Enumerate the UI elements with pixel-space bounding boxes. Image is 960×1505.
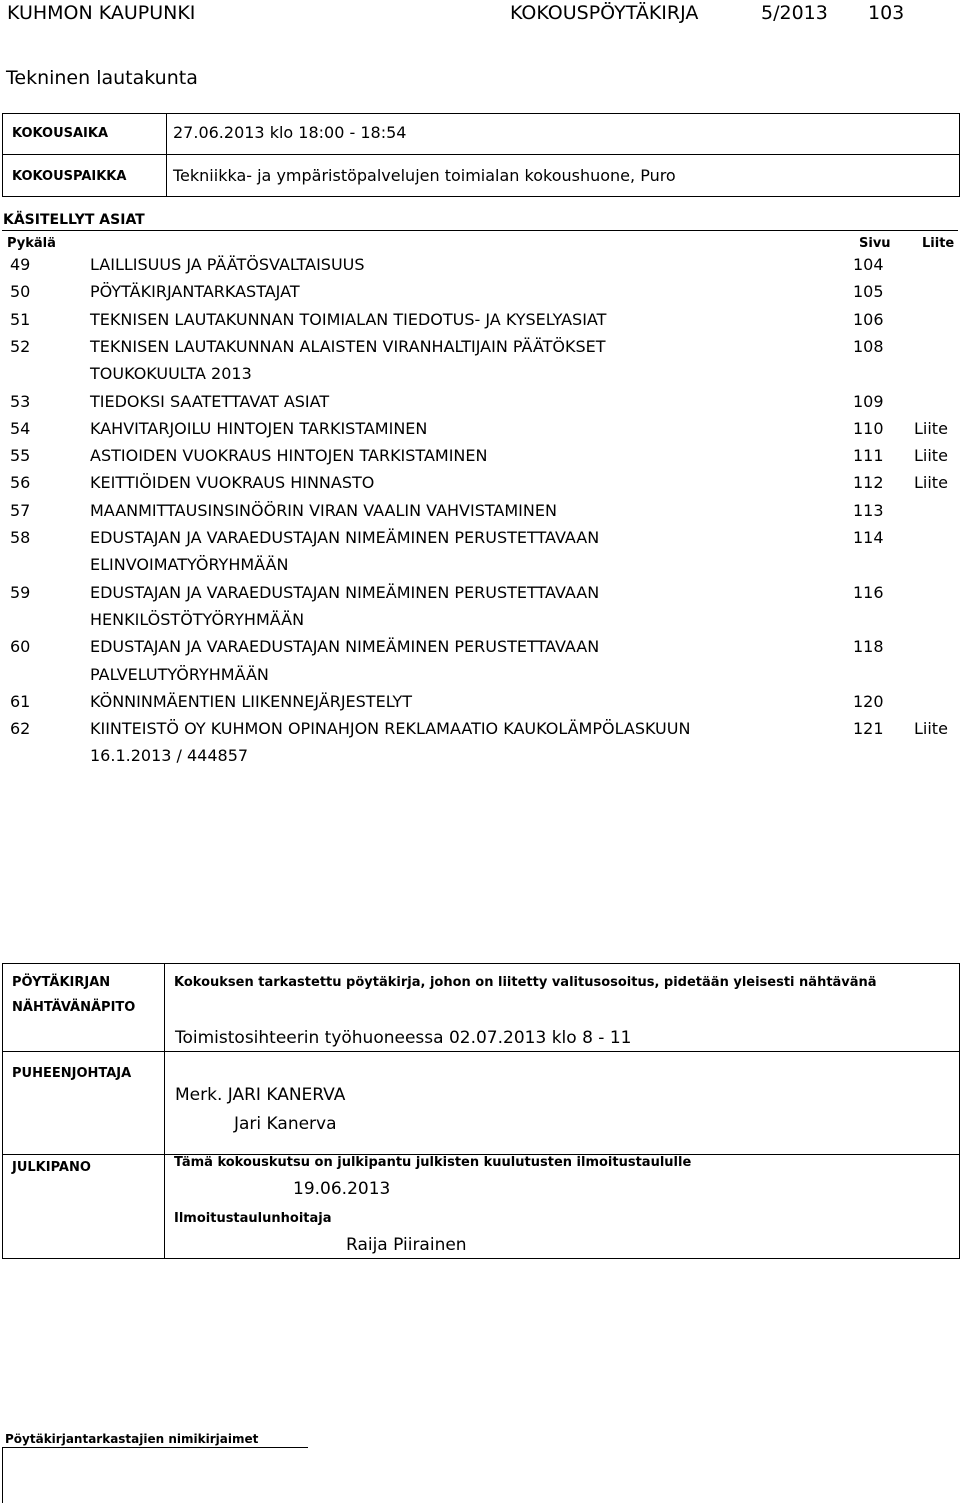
agenda-row [0,661,960,688]
agenda-item-title: TEKNISEN LAUTAKUNNAN TOIMIALAN TIEDOTUS- JA KYSELYASIAT [90,309,607,329]
agenda-item-page: 111 [853,446,884,466]
agenda-item-page: 106 [853,309,884,329]
agenda-item-page: 109 [853,391,884,411]
agenda-item-page: 108 [853,336,884,356]
divider [2,230,958,231]
checkers-initials-label: Pöytäkirjantarkastajien nimikirjaimet [5,1432,259,1446]
document-type: KOKOUSPÖYTÄKIRJA [510,2,699,24]
meeting-place-value: Tekniikka- ja ympäristöpalvelujen toimialan kokoushuone, Puro [173,166,676,185]
agenda-item-title: PÖYTÄKIRJANTARKASTAJAT [90,282,300,302]
board-keeper-label: Ilmoitustaulunhoitaja [174,1211,332,1226]
city-name: KUHMON KAUPUNKI [7,2,196,24]
agenda-row [0,415,960,442]
agenda-item-title: TIEDOKSI SAATETTAVAT ASIAT [90,391,330,411]
public-display-label-line1: PÖYTÄKIRJAN [12,975,111,990]
agenda-item-attachment: Liite [914,446,948,466]
meeting-time-label: KOKOUSAIKA [12,126,109,141]
page-number: 103 [868,2,905,24]
divider [2,1447,3,1503]
agenda-row [0,388,960,415]
agenda-item-title: 16.1.2013 / 444857 [90,746,249,766]
agenda-item-page: 110 [853,418,884,438]
agenda-item-page: 118 [853,637,884,657]
agenda-row [0,715,960,742]
agenda-item-number: 58 [10,528,31,547]
agenda-row [0,278,960,305]
divider [3,1051,959,1052]
agenda-item-number: 49 [10,255,31,274]
meeting-time-value: 27.06.2013 klo 18:00 - 18:54 [173,123,407,142]
column-header-attachment: Liite [922,236,955,251]
meeting-info-box [2,113,960,197]
public-display-label-line2: NÄHTÄVÄNÄPITO [12,1000,136,1015]
agenda-row [0,688,960,715]
chair-label: PUHEENJOHTAJA [12,1066,132,1081]
agenda-item-number: 57 [10,500,31,520]
agenda-row [0,469,960,496]
agenda-item-title: LAILLISUUS JA PÄÄTÖSVALTAISUUS [90,255,365,274]
column-header-section: Pykälä [7,236,56,251]
agenda-item-title: ELINVOIMATYÖRYHMÄÄN [90,555,289,575]
agenda-item-number: 53 [10,391,31,411]
divider [166,114,167,196]
agenda-item-title: EDUSTAJAN JA VARAEDUSTAJAN NIMEÄMINEN PERUSTETTAVAAN [90,528,600,547]
agenda-item-number: 60 [10,637,31,657]
agenda-item-page: 112 [853,473,884,493]
committee-name: Tekninen lautakunta [6,67,198,89]
agenda-item-title: KIINTEISTÖ OY KUHMON OPINAHJON REKLAMAATIO KAUKOLÄMPÖLASKUUN [90,719,691,739]
agenda-item-title: EDUSTAJAN JA VARAEDUSTAJAN NIMEÄMINEN PERUSTETTAVAAN [90,582,600,602]
notice-date: 19.06.2013 [293,1179,391,1199]
agenda-item-number: 50 [10,282,31,302]
public-display-note: Kokouksen tarkastettu pöytäkirja, johon on liitetty valitusosoitus, pidetään yleisesti nähtävänä [174,975,877,990]
agenda-item-number: 52 [10,336,31,356]
agenda-item-page: 105 [853,282,884,302]
agenda-item-title: ASTIOIDEN VUOKRAUS HINTOJEN TARKISTAMINEN [90,446,488,466]
agenda-row [0,633,960,660]
agenda-item-number: 59 [10,582,31,602]
agenda-item-title: HENKILÖSTÖTYÖRYHMÄÄN [90,609,305,629]
agenda-item-page: 114 [853,528,884,547]
meeting-place-label: KOKOUSPAIKKA [12,169,127,184]
agenda-item-title: TEKNISEN LAUTAKUNNAN ALAISTEN VIRANHALTIJAIN PÄÄTÖKSET [90,336,606,356]
agenda-row [0,742,960,769]
column-header-page: Sivu [859,236,891,251]
agenda-row [0,442,960,469]
agenda-item-page: 113 [853,500,884,520]
agenda-row [0,524,960,551]
agenda-row [0,333,960,360]
agenda-item-number: 62 [10,719,31,739]
chair-name: Jari Kanerva [234,1114,337,1134]
agenda-item-page: 104 [853,255,884,274]
agenda-item-title: MAANMITTAUSINSINÖÖRIN VIRAN VAALIN VAHVISTAMINEN [90,500,557,520]
agenda-item-title: KÖNNINMÄENTIEN LIIKENNEJÄRJESTELYT [90,691,413,711]
agenda-item-number: 54 [10,418,31,438]
agenda-row [0,251,960,278]
agenda-item-page: 120 [853,691,884,711]
agenda-item-number: 51 [10,309,31,329]
notice-text: Tämä kokouskutsu on julkipantu julkisten kuulutusten ilmoitustaululle [174,1155,692,1170]
agenda-row [0,579,960,606]
document-number: 5/2013 [761,2,828,24]
divider [2,1447,308,1448]
divider [164,964,165,1258]
agenda-item-number: 61 [10,691,31,711]
board-keeper-name: Raija Piirainen [346,1235,467,1255]
agenda-row [0,497,960,524]
agenda-item-page: 116 [853,582,884,602]
agenda-item-title: KEITTIÖIDEN VUOKRAUS HINNASTO [90,473,375,493]
signature-box [2,963,960,1259]
agenda-title: KÄSITELLYT ASIAT [3,212,145,228]
divider [3,154,959,155]
agenda-item-page: 121 [853,719,884,739]
agenda-item-title: PALVELUTYÖRYHMÄÄN [90,664,269,684]
agenda-row [0,360,960,387]
agenda-item-number: 56 [10,473,31,493]
agenda-item-title: TOUKOKUULTA 2013 [90,364,252,384]
chair-signature: Merk. JARI KANERVA [175,1085,346,1105]
agenda-item-attachment: Liite [914,719,948,739]
agenda-row [0,551,960,578]
notice-label: JULKIPANO [12,1160,91,1175]
agenda-item-title: EDUSTAJAN JA VARAEDUSTAJAN NIMEÄMINEN PERUSTETTAVAAN [90,637,600,657]
agenda-row [0,606,960,633]
agenda-item-title: KAHVITARJOILU HINTOJEN TARKISTAMINEN [90,418,428,438]
agenda-item-number: 55 [10,446,31,466]
agenda-row [0,306,960,333]
agenda-item-attachment: Liite [914,473,948,493]
public-display-place: Toimistosihteerin työhuoneessa 02.07.2013 klo 8 - 11 [175,1028,632,1048]
agenda-item-attachment: Liite [914,418,948,438]
